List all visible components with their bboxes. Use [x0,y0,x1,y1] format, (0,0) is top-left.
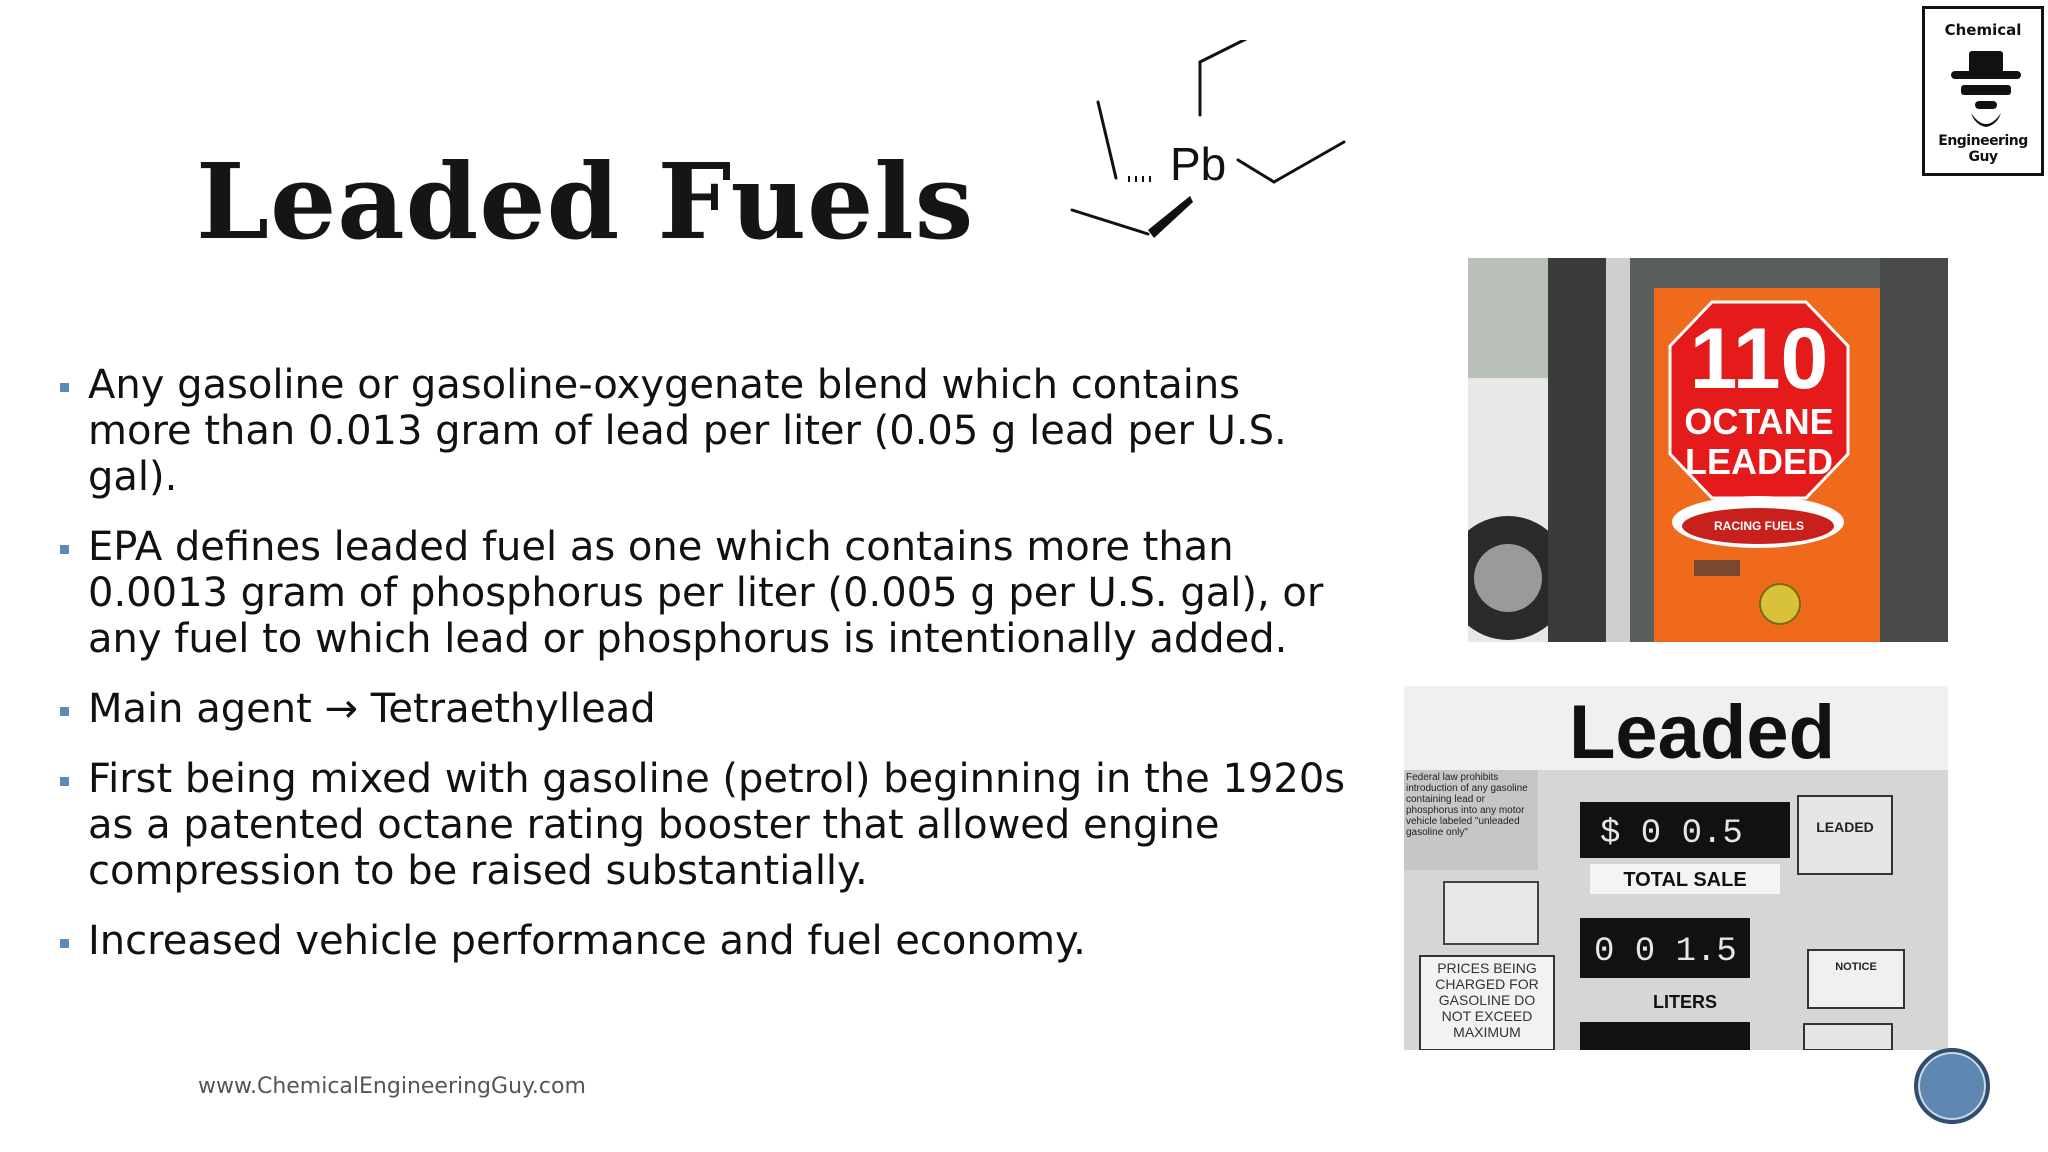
total-sale-label: TOTAL SALE [1623,869,1747,891]
lead-atom-label: Pb [1170,138,1227,190]
logo-top-text: Chemical [1944,21,2022,39]
slide-title: Leaded Fuels [196,140,975,263]
logo-bottom-text: Engineering Guy [1938,133,2028,165]
leaded-pump-photo [1404,686,1948,1050]
federal-law-notice: Federal law prohibits introduction of any gasoline containing lead or phosphorus into any motor vehicle labeled "unleaded gasoline only" [1406,772,1528,838]
bullet-text: Main agent → Tetraethyllead [88,686,656,732]
octane-line2: LEADED [1684,441,1834,482]
bullet-marker [60,383,69,392]
liters-digits: 0 0 1.5 [1594,933,1737,971]
bullet-text: First being mixed with gasoline (petrol) beginning in the 1920s as a patented octane rating booster that allowed engine compression to be raised substantially. [88,756,1346,894]
bullet-item [56,362,1356,500]
liters-label: LITERS [1652,992,1718,1012]
bullet-list [56,362,1356,988]
bullet-marker [60,707,69,716]
leaded-heading: Leaded [1568,690,1836,775]
bullet-marker [60,939,69,948]
total-sale-digits: $ 0 0.5 [1600,815,1743,853]
octane-pump-photo [1468,258,1948,642]
bullet-text: Any gasoline or gasoline-oxygenate blend which contains more than 0.013 gram of lead per liter (0.05 g lead per U.S. gal). [88,362,1287,500]
octane-number: 110 [1689,311,1829,407]
bullet-marker [60,545,69,554]
slide-nav-button[interactable] [1914,1048,1990,1124]
tetraethyllead-structure [1050,40,1370,250]
bullet-item [56,756,1356,894]
footer-url[interactable]: www.ChemicalEngineeringGuy.com [198,1074,586,1099]
prices-notice: PRICES BEING CHARGED FOR GASOLINE DO NOT EXCEED MAXIMUM [1435,960,1539,1040]
leaded-small-sign: LEADED [1816,819,1874,835]
bullet-item [56,686,1356,732]
notice-title: NOTICE [1835,961,1877,973]
hat-face-icon [1947,47,2025,139]
bullet-item [56,524,1356,662]
bullet-item [56,918,1356,964]
bullet-text: EPA defines leaded fuel as one which contains more than 0.0013 gram of phosphorus per liter (0.005 g per U.S. gal), or any fuel to which lead or phosphorus is intentionally added. [88,524,1324,662]
racing-fuels-brand: RACING FUELS [1714,519,1804,533]
octane-line1: OCTANE [1684,401,1834,442]
bullet-marker [60,777,69,786]
channel-logo [1922,6,2044,176]
bullet-text: Increased vehicle performance and fuel economy. [88,918,1086,964]
